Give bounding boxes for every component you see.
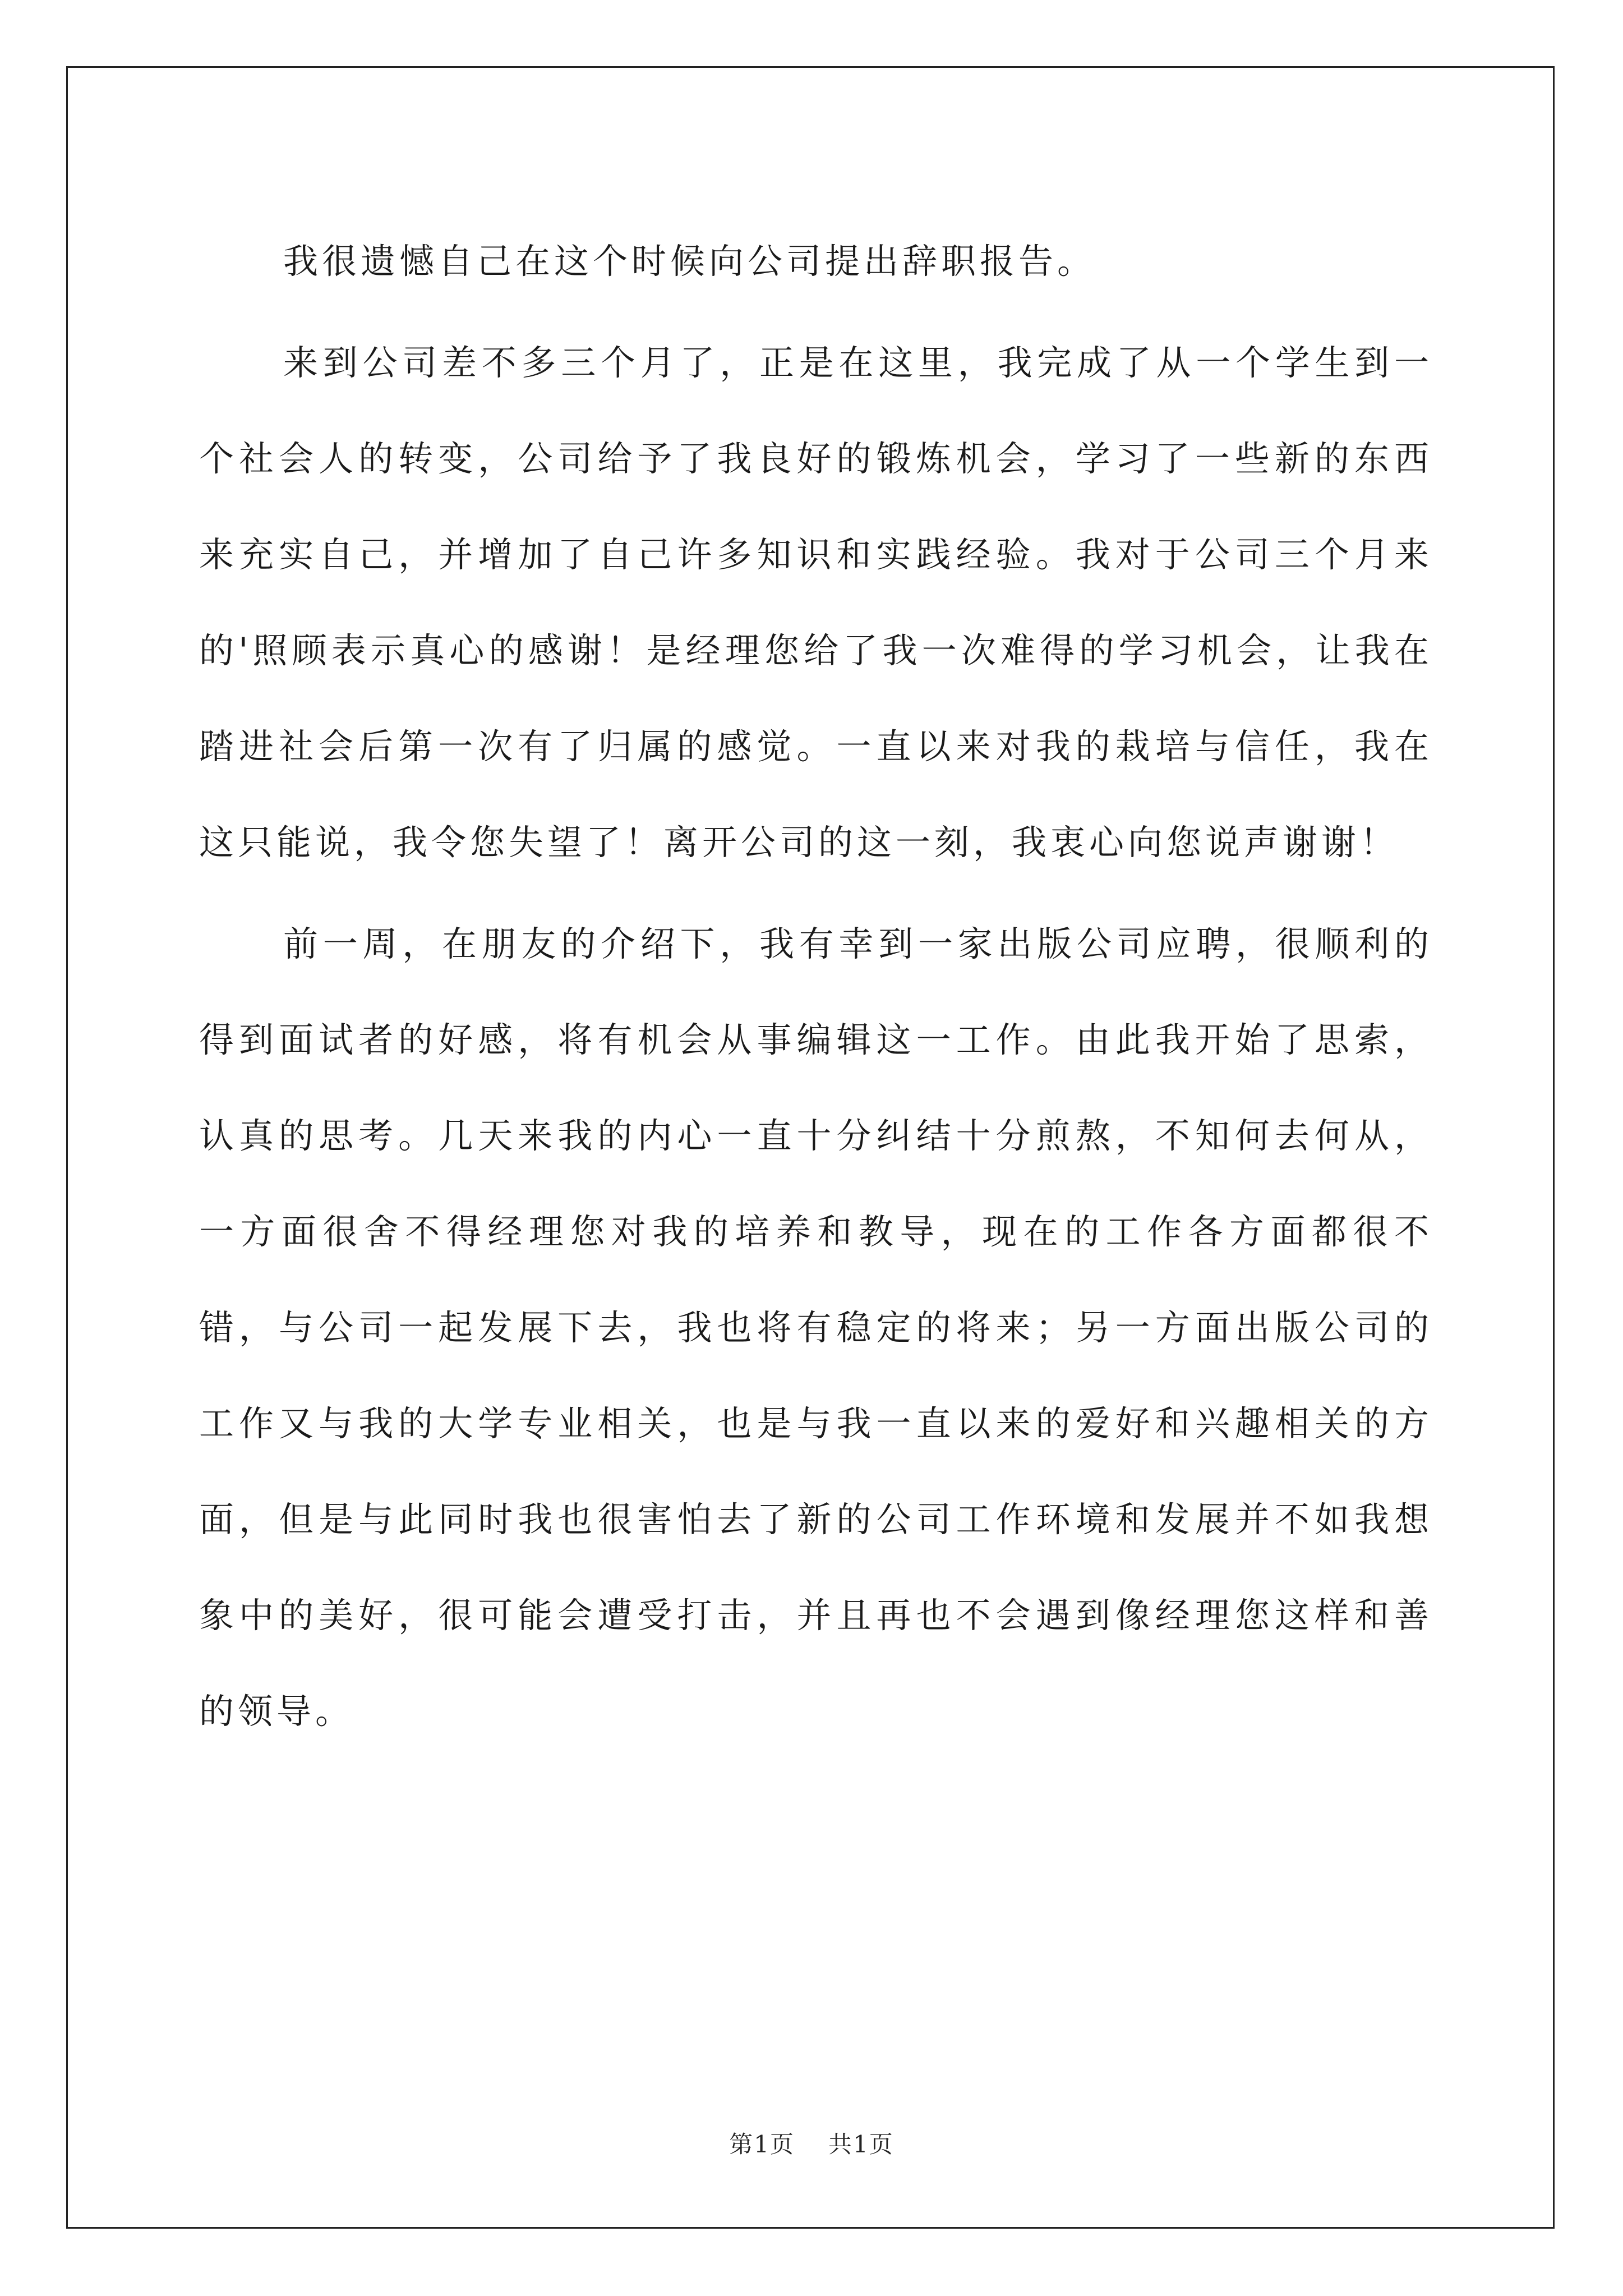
page-number: 第1页 bbox=[729, 2131, 795, 2158]
paragraph-1: 我很遗憾自己在这个时候向公司提出辞职报告。 bbox=[283, 241, 1096, 282]
paragraph-3: 前一周，在朋友的介绍下，我有幸到一家出版公司应聘，很顺利的得到面试者的好感，将有机会从事编辑这一工作。由此我开始了思索，认真的思考。几天来我的内心一直十分纠结十分煎熬，不知何去何从，一方面很舍不得经理您对我的培养和教导，现在的工作各方面都很不错，与公司一起发展下去，我也将有稳定的将来；另一方面出版公司的工作又与我的大学专业相关，也是与我一直以来的爱好和兴趣相关的方面，但是与此同时我也很害怕去了新的公司工作环境和发展并不如我想象中的美好，很可能会遭受打击，并且再也不会遇到像经理您这样和善的领导。 bbox=[199, 923, 1433, 1732]
page-footer bbox=[0, 2126, 1623, 2160]
document-body bbox=[199, 213, 1433, 1759]
page-total: 共1页 bbox=[828, 2131, 894, 2158]
paragraph-2: 来到公司差不多三个月了，正是在这里，我完成了从一个学生到一个社会人的转变，公司给予了我良好的锻炼机会，学习了一些新的东西来充实自己，并增加了自己许多知识和实践经验。我对于公司三个月来的'照顾表示真心的感谢！是经理您给了我一次难得的学习机会，让我在踏进社会后第一次有了归属的感觉。一直以来对我的栽培与信任，我在这只能说，我令您失望了！离开公司的这一刻，我衷心向您说声谢谢！ bbox=[199, 342, 1433, 863]
